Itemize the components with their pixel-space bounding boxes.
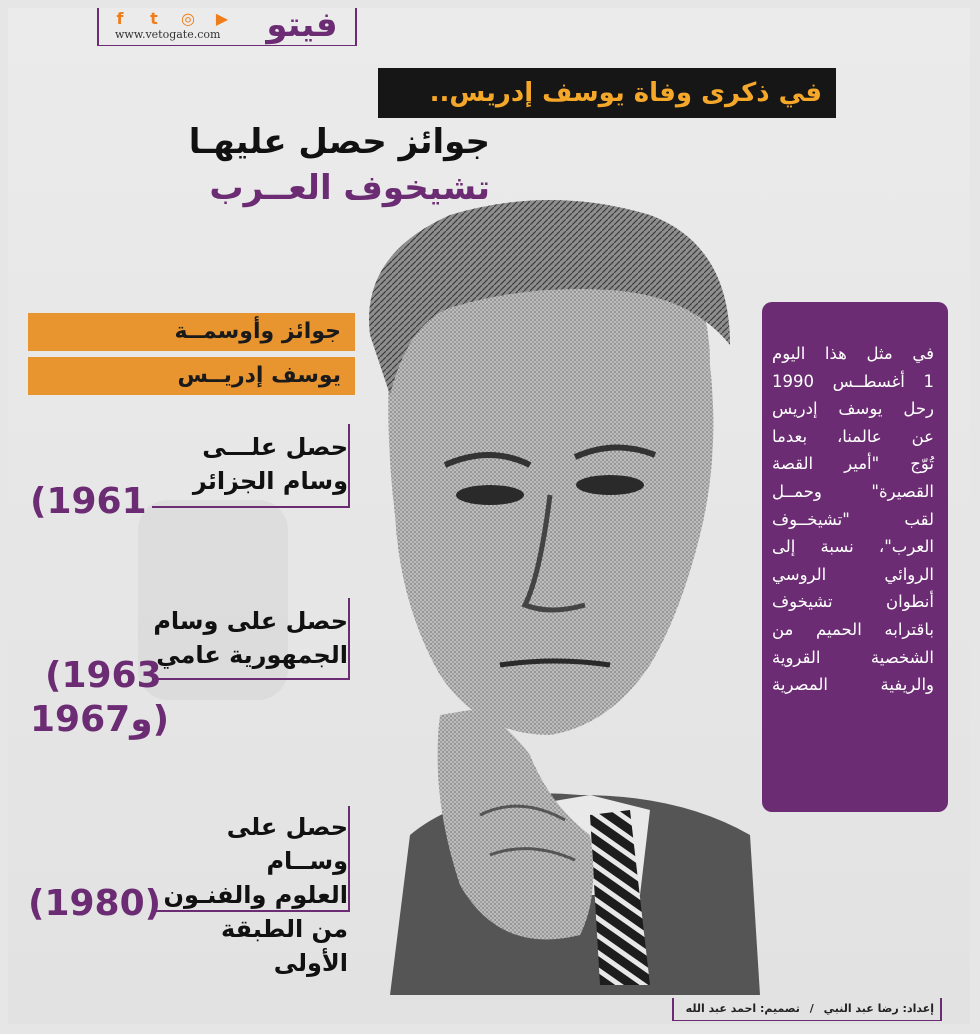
youtube-icon[interactable]: ▶ [215, 8, 229, 28]
bio-line: الروائي الروسي [772, 564, 934, 584]
section-bar-awards: جوائز وأوسمــة [28, 313, 355, 351]
site-url[interactable]: www.vetogate.com [115, 28, 221, 41]
section-bar-name: يوسف إدريــس [28, 357, 355, 395]
award-bracket [152, 806, 350, 912]
footer-underline [672, 1020, 942, 1021]
bio-line: باقترابه الحميم من [772, 619, 934, 639]
credits [672, 998, 942, 1020]
facebook-icon[interactable]: f [116, 8, 124, 28]
award-line: حصل على وســام [226, 813, 348, 875]
award-year: (1961 [30, 481, 147, 522]
header-divider-right [355, 8, 357, 46]
header-underline [97, 45, 357, 46]
credit-prepared: إعداد: رضا عبد النبي [823, 1002, 934, 1015]
award-line: من الطبقة الأولى [220, 915, 348, 977]
award-year: و1967) [30, 699, 170, 740]
award-year: (1980) [28, 883, 162, 924]
bio-box [762, 302, 948, 812]
award-year: (1963 [45, 655, 162, 696]
award-line: الجمهورية عامي [156, 641, 348, 669]
headline-nickname: تشيخوف العــرب [209, 168, 490, 208]
bio-line: في مثل هذا اليوم [772, 344, 934, 363]
bio-line: رحل يوسف إدريس [772, 399, 934, 419]
bio-line: تُوّج "أمير القصة [772, 454, 934, 474]
headline-awards: جوائز حصل عليهـا [188, 122, 490, 162]
award-line: حصل على وسام [153, 607, 348, 635]
bio-line: لقب "تشيخــوف [772, 509, 934, 529]
bio-line: القصيرة" وحمــل [772, 481, 934, 501]
vetogate-logo[interactable]: فيتو [266, 5, 338, 45]
bio-line: العرب"، نسبة إلى [772, 537, 934, 557]
credit-separator: / [809, 1002, 814, 1015]
credit-designed: تصميم: احمد عبد الله [685, 1002, 800, 1015]
bio-line: 1 أغسطــس 1990 [772, 371, 934, 391]
bio-line: الشخصية القروية [772, 647, 934, 667]
portrait-illustration [350, 195, 770, 995]
bio-line: والريفية المصرية [772, 675, 934, 695]
award-line: حصل علـــى [202, 433, 348, 461]
award-line: العلوم والفنـون [163, 881, 348, 909]
social-icons [110, 8, 232, 28]
instagram-icon[interactable]: ◎ [181, 8, 195, 28]
twitter-icon[interactable]: t [150, 8, 158, 28]
headline-banner: في ذكرى وفاة يوسف إدريس.. [378, 68, 836, 118]
award-bracket [152, 424, 350, 508]
header-divider-left [97, 8, 99, 46]
bio-line: عن عالمنا، بعدما [772, 426, 934, 446]
award-line: وسام الجزائر [192, 467, 348, 495]
award-bracket [152, 598, 350, 680]
bio-line: أنطوان تشيخوف [772, 592, 934, 612]
